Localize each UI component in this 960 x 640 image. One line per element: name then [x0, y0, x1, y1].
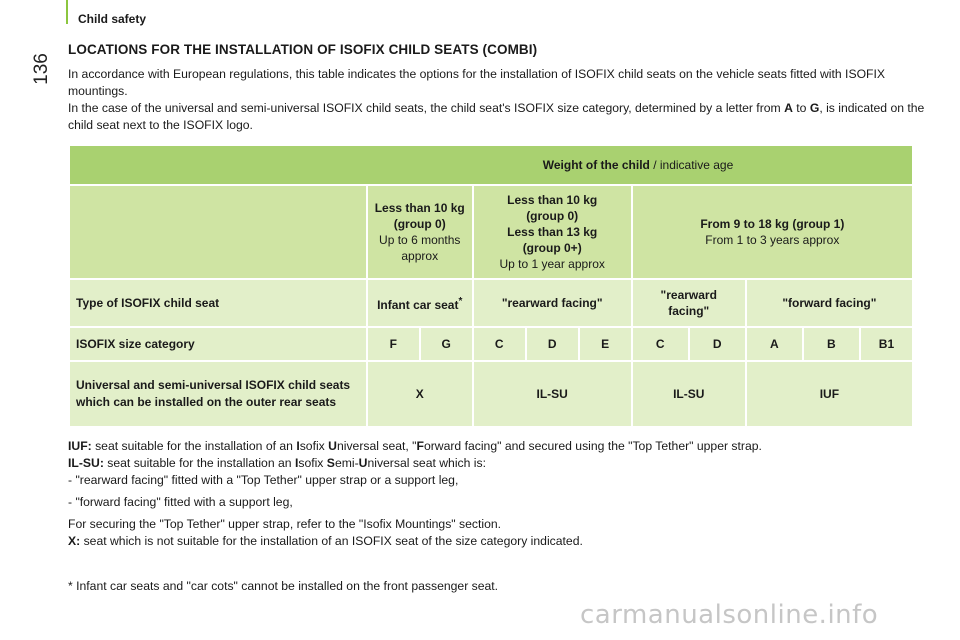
note-ilsu — [68, 455, 928, 472]
group-2-line-1: From 9 to 18 kg (group 1) — [700, 217, 845, 231]
size-cell: A — [747, 328, 802, 360]
note-letter: U — [328, 439, 337, 453]
size-cell: G — [421, 328, 472, 360]
size-cell: F — [368, 328, 419, 360]
note-bullet-forward: - "forward facing" fitted with a support leg, — [68, 495, 293, 509]
watermark: carmanualsonline.info — [580, 600, 879, 630]
group-0-line-2: (group 0) — [393, 217, 446, 231]
table-row-size-category — [70, 328, 912, 360]
note-text: sofix — [299, 439, 329, 453]
note-text: niversal seat, " — [336, 439, 417, 453]
group-1-line-2: (group 0) — [526, 209, 579, 223]
universal-cell-1: IL-SU — [474, 362, 631, 426]
table-row-seat-type — [70, 280, 912, 326]
group-label-cell — [70, 186, 366, 278]
size-cell: E — [580, 328, 631, 360]
seat-type-text: Infant car seat — [377, 297, 459, 312]
group-1-age: Up to 1 year approx — [499, 257, 605, 271]
note-term: IL-SU: — [68, 456, 104, 470]
weight-header-cell — [70, 146, 912, 184]
intro-paragraph-1: In accordance with European regulations, this table indicates the options for the installation of ISOFIX child seats on the vehicle seats fitted with ISOFIX mountings. — [68, 67, 886, 98]
group-cell-2 — [633, 186, 912, 278]
note-x — [68, 533, 928, 550]
intro-letter-a: A — [784, 101, 793, 115]
table-row-universal — [70, 362, 912, 426]
note-letter: F — [416, 439, 424, 453]
seat-type-cell-2: "rearward facing" — [633, 280, 745, 326]
group-1-line-4: (group 0+) — [522, 241, 582, 255]
note-letter: I — [296, 439, 300, 453]
universal-cell-0: X — [368, 362, 472, 426]
group-cell-0 — [368, 186, 472, 278]
seat-type-label: Type of ISOFIX child seat — [70, 280, 366, 326]
section-accent-bar — [66, 0, 68, 24]
weight-header-bold: Weight of the child — [542, 158, 650, 172]
size-cell: C — [474, 328, 525, 360]
universal-label: Universal and semi-universal ISOFIX child seats which can be installed on the outer rear seats — [70, 362, 366, 426]
seat-type-cell-0 — [368, 280, 472, 326]
size-category-label: ISOFIX size category — [70, 328, 366, 360]
group-1-line-3: Less than 13 kg — [507, 225, 598, 239]
size-cell: B1 — [861, 328, 912, 360]
group-cell-1 — [474, 186, 631, 278]
note-letter: I — [294, 456, 299, 470]
intro-text-run: to — [792, 101, 810, 115]
note-text: emi- — [334, 456, 359, 470]
size-cell: C — [633, 328, 688, 360]
note-letter: U — [358, 456, 368, 470]
intro-paragraph-2 — [68, 100, 928, 134]
footnote-marker: * — [458, 295, 463, 307]
size-cell: B — [804, 328, 859, 360]
group-0-line-1: Less than 10 kg — [374, 201, 465, 215]
group-0-age: Up to 6 months approx — [379, 233, 461, 263]
weight-header-rest: / indicative age — [649, 158, 734, 172]
isofix-table — [68, 144, 914, 428]
page-number: 136 — [31, 53, 52, 85]
table-row-weight-header — [70, 146, 912, 184]
universal-cell-2: IL-SU — [633, 362, 745, 426]
intro-text — [68, 66, 928, 134]
universal-cell-3: IUF — [747, 362, 912, 426]
intro-letter-g: G — [809, 101, 820, 115]
size-cell: D — [527, 328, 578, 360]
page-title: LOCATIONS FOR THE INSTALLATION OF ISOFIX CHILD SEATS (COMBI) — [68, 42, 538, 57]
note-letter: S — [326, 456, 335, 470]
note-text: seat which is not suitable for the installation of an ISOFIX seat of the size category indicated. — [80, 534, 583, 548]
group-2-age: From 1 to 3 years approx — [705, 233, 840, 247]
note-top-tether: For securing the "Top Tether" upper strap, refer to the "Isofix Mountings" section. — [68, 517, 502, 531]
note-term: X: — [68, 534, 81, 548]
note-term: IUF: — [68, 439, 92, 453]
note-text: seat suitable for the installation an — [103, 456, 295, 470]
note-text: seat suitable for the installation of an — [91, 439, 297, 453]
group-1-line-1: Less than 10 kg — [507, 193, 598, 207]
note-text: niversal seat which is: — [367, 456, 486, 470]
legend-notes — [68, 438, 928, 550]
seat-type-cell-1: "rearward facing" — [474, 280, 631, 326]
table-row-groups — [70, 186, 912, 278]
section-title: Child safety — [78, 12, 147, 26]
note-iuf — [68, 438, 928, 455]
size-cell: D — [690, 328, 745, 360]
intro-text-run: , is indicated on the child seat next to the ISOFIX logo. — [68, 101, 925, 132]
note-text: orward facing" and secured using the "Top Tether" upper strap. — [423, 439, 762, 453]
footnote: * Infant car seats and "car cots" cannot be installed on the front passenger seat. — [68, 579, 499, 593]
note-text: sofix — [298, 456, 327, 470]
seat-type-cell-3: "forward facing" — [747, 280, 912, 326]
note-bullet-rearward: - "rearward facing" fitted with a "Top Tether" upper strap or a support leg, — [68, 473, 459, 487]
intro-text-run: In the case of the universal and semi-universal ISOFIX child seats, the child seat's ISOFIX size category, determined by a letter from — [68, 101, 785, 115]
